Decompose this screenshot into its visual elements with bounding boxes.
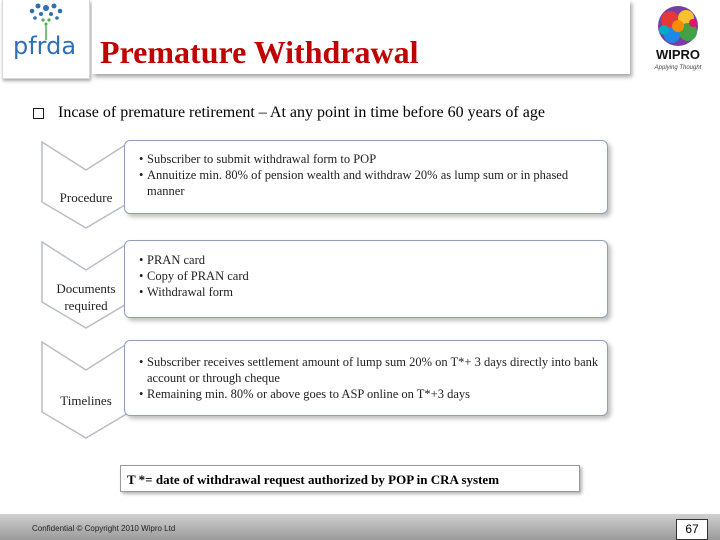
list-item: • Withdrawal form: [125, 284, 607, 300]
procedure-chevron: [40, 140, 132, 230]
list-item: • Subscriber receives settlement amount of lump sum 20% on T*+ 3 days directly into bank account or through cheque: [125, 354, 607, 386]
timelines-chevron: [40, 340, 132, 440]
main-bullet: [33, 104, 545, 122]
wipro-logo-text: WIPRO: [655, 47, 701, 62]
list-item: • Remaining min. 80% or above goes to ASP online on T*+3 days: [125, 386, 607, 402]
slide-header: [0, 0, 720, 82]
documents-card: [124, 240, 608, 318]
list-item: • Subscriber to submit withdrawal form to POP: [125, 151, 607, 167]
page-number: 67: [676, 519, 708, 540]
main-bullet-text: Incase of premature retirement – At any point in time before 60 years of age: [58, 104, 545, 121]
copyright-text: Confidential © Copyright 2010 Wipro Ltd: [32, 524, 176, 533]
footnote: T *= date of withdrawal request authorized by POP in CRA system: [120, 465, 580, 492]
slide-footer: [0, 514, 720, 540]
documents-label: Documents required: [56, 281, 116, 313]
list-item: • Copy of PRAN card: [125, 268, 607, 284]
slide-title: Premature Withdrawal: [100, 34, 419, 70]
list-item: • PRAN card: [125, 252, 607, 268]
timelines-label: Timelines: [60, 393, 112, 408]
procedure-label: Procedure: [59, 190, 113, 205]
title-band: [92, 0, 630, 74]
timelines-card: [124, 340, 608, 416]
pfrda-logo: [2, 0, 90, 79]
wipro-logo-tagline: Applying Thought: [654, 65, 702, 71]
pfrda-logo-text: pfrda: [13, 32, 77, 60]
wipro-logo-icon: [636, 0, 720, 80]
wipro-logo: [636, 0, 720, 80]
pfrda-logo-icon: [3, 0, 89, 78]
procedure-card: [124, 140, 608, 214]
square-bullet-icon: [33, 108, 44, 119]
list-item: • Annuitize min. 80% of pension wealth and withdraw 20% as lump sum or in phased manner: [125, 167, 607, 199]
